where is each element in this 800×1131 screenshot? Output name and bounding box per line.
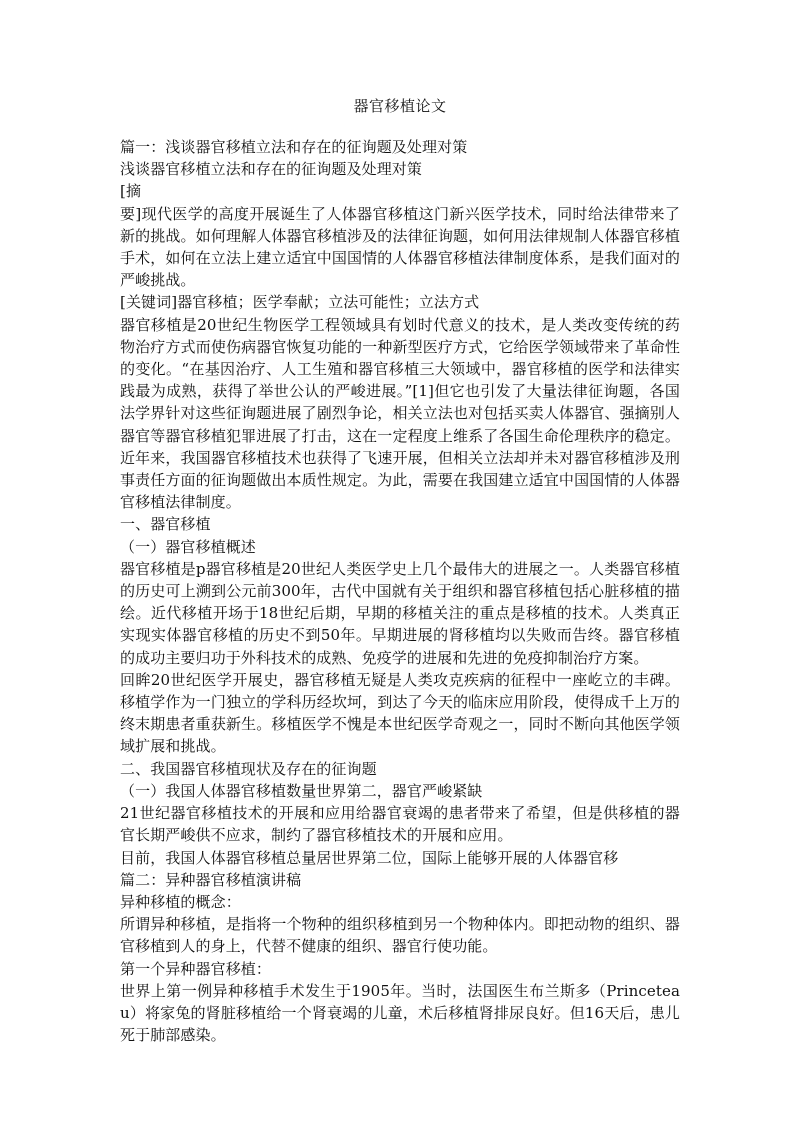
- paragraph-heading-status: 二、我国器官移植现状及存在的征询题: [120, 759, 377, 778]
- document-title: 器官移植论文: [353, 97, 447, 115]
- paragraph-section-heading-1: 篇一：浅谈器官移植立法和存在的征询题及处理对策: [120, 138, 468, 156]
- paragraph-first-xeno: 世界上第一例异种移植手术发生于1905年。当时，法国医生布兰斯多（Princeteau）将家兔的肾脏移植给一个肾衰竭的儿童，术后移植肾排尿良好。但16天后，患儿死于肺部感染。: [120, 981, 680, 1045]
- paragraph-abstract-label: [摘: [120, 182, 142, 201]
- paragraph-overview: 器官移植是p器官移植是20世纪人类医学史上几个最伟大的进展之一。人类器官移植的历史可上溯到公元前300年，古代中国就有关于组织和器官移植包括心脏移植的描绘。近代移植开场于18世纪后期，早期的移植关注的重点是移植的技术。人类真正实现实体器官移植的历史不到50年。早期进展的肾移植均以失败而告终。器官移植的成功主要归功于外科技术的成熟、免疫学的进展和先进的免疫抑制治疗方案。: [120, 559, 680, 667]
- paragraph-subheading-overview: （一）器官移植概述: [120, 537, 256, 556]
- paragraph-current: 目前，我国人体器官移植总量居世界第二位，国际上能够开展的人体器官移: [120, 848, 619, 867]
- paragraph-keywords: [关键词]器官移植；医学奉献；立法可能性；立法方式: [120, 293, 480, 312]
- paragraph-first-xeno-label: 第一个异种器官移植：: [120, 959, 272, 978]
- paragraph-retrospect: 回眸20世纪医学开展史，器官移植无疑是人类攻克疾病的征程中一座屹立的丰碑。移植学作为一门独立的学科历经坎坷，到达了今天的临床应用阶段，使得成千上万的终末期患者重获新生。移植医学不愧是本世纪医学奇观之一，同时不断向其他医学领域扩展和挑战。: [120, 670, 680, 756]
- paragraph-xeno-concept-label: 异种移植的概念：: [120, 892, 241, 911]
- paragraph-shortage: 21世纪器官移植技术的开展和应用给器官衰竭的患者带来了希望，但是供移植的器官长期严峻供不应求，制约了器官移植技术的开展和应用。: [120, 804, 680, 845]
- paragraph-abstract: 要]现代医学的高度开展诞生了人体器官移植这门新兴医学技术，同时给法律带来了新的挑战。如何理解人体器官移植涉及的法律征询题，如何用法律规制人体器官移植手术，如何在立法上建立适宜中国国情的人体器官移植法律制度体系，是我们面对的严峻挑战。: [120, 204, 680, 290]
- paragraph-intro: 器官移植是20世纪生物医学工程领域具有划时代意义的技术，是人类改变传统的药物治疗方式而使伤病器官恢复功能的一种新型医疗方式，它给医学领域带来了革命性的变化。“在基因治疗、人工生殖和器官移植三大领域中，器官移植的医学和法律实践最为成熟，获得了举世公认的严峻进展。”[1]但它也引发了大量法律征询题，各国法学界针对这些征询题进展了剧烈争论，相关立法也对包括买卖人体器官、强摘别人器官等器官移植犯罪进展了打击，这在一定程度上维系了各国生命伦理秩序的稳定。近年来，我国器官移植技术也获得了飞速开展，但相关立法却并未对器官移植涉及刑事责任方面的征询题做出本质性规定。为此，需要在我国建立适宜中国国情的人体器官移植法律制度。: [120, 315, 680, 512]
- paragraph-heading-organ-transplant: 一、器官移植: [120, 515, 211, 534]
- paragraph-article-title: 浅谈器官移植立法和存在的征询题及处理对策: [120, 160, 423, 179]
- paragraph-section-heading-2: 篇二：异种器官移植演讲稿: [120, 870, 302, 889]
- paragraph-xeno-concept: 所谓异种移植，是指将一个物种的组织移植到另一个物种体内。即把动物的组织、器官移植到人的身上，代替不健康的组织、器官行使功能。: [120, 915, 680, 956]
- paragraph-subheading-shortage: （一）我国人体器官移植数量世界第二，器官严峻紧缺: [120, 781, 483, 800]
- document-body: [120, 136, 680, 1046]
